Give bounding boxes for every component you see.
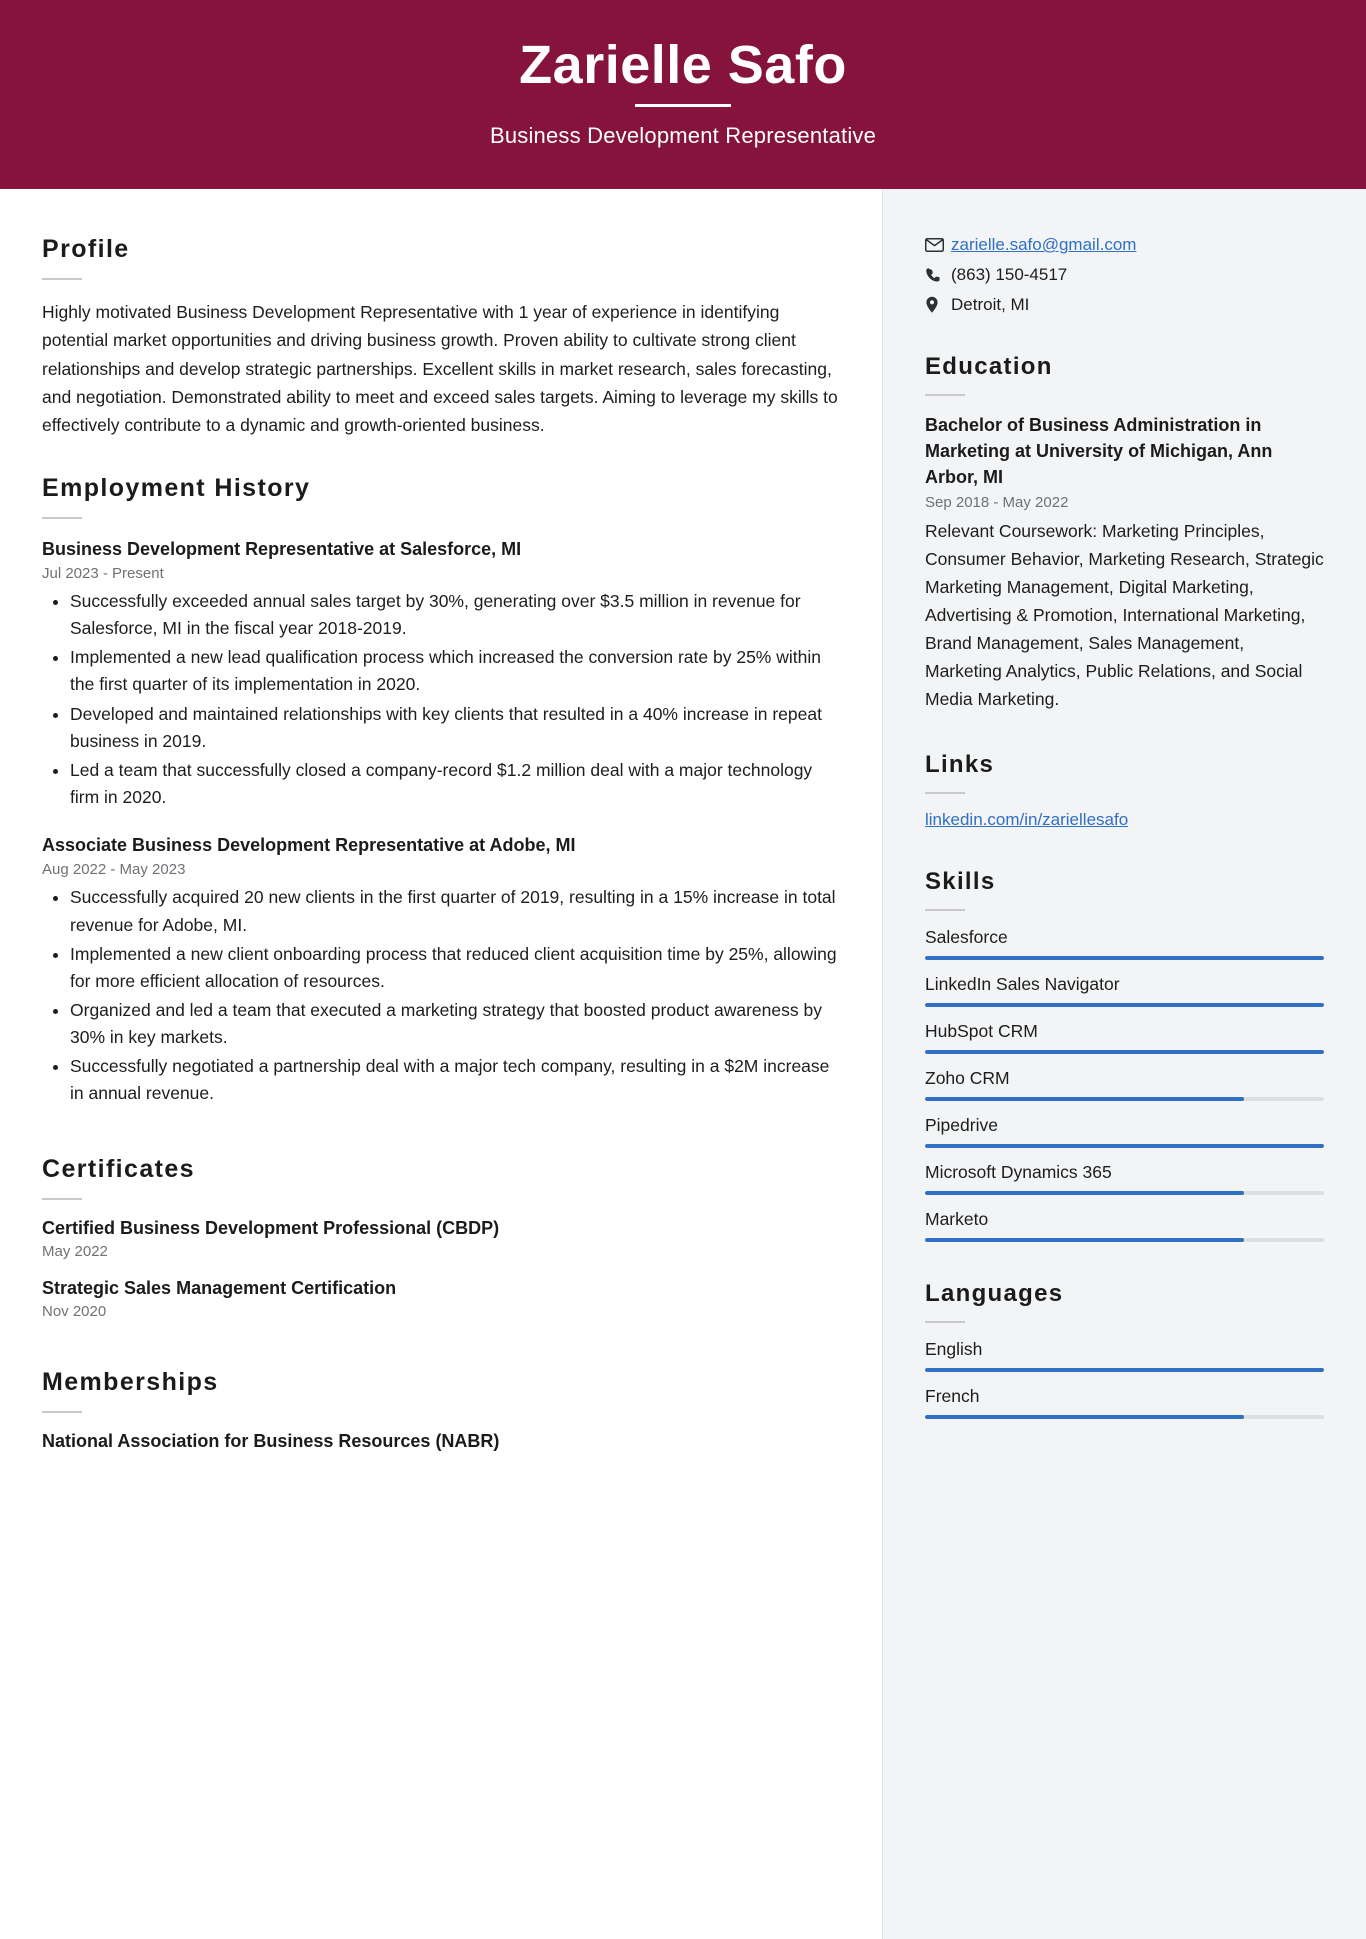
links-rule	[925, 792, 965, 794]
skill-bar-fill	[925, 1144, 1324, 1148]
section-links	[925, 751, 1324, 830]
skill-label: Zoho CRM	[925, 1068, 1010, 1089]
job-bullet: • Successfully exceeded annual sales target by 30%, generating over $3.5 million in revenue for Salesforce, MI in the fiscal year 2018-2019.	[70, 588, 840, 642]
section-education	[925, 353, 1324, 713]
memberships-heading: Memberships	[42, 1368, 219, 1397]
contact-phone-row	[925, 265, 1324, 285]
skill-item	[925, 1209, 1324, 1242]
skill-item	[925, 1115, 1324, 1148]
skill-label: LinkedIn Sales Navigator	[925, 974, 1120, 995]
job-bullet: • Led a team that successfully closed a company-record $1.2 million deal with a major technology firm in 2020.	[70, 757, 840, 811]
certificate-title: Certified Business Development Professional (CBDP)	[42, 1218, 500, 1239]
education-date: Sep 2018 - May 2022	[925, 494, 1069, 512]
language-bar-fill	[925, 1415, 1244, 1419]
linkedin-link[interactable]: linkedin.com/in/zariellesafo	[925, 810, 1129, 830]
language-bar-track	[925, 1368, 1324, 1372]
skill-bar-fill	[925, 1097, 1244, 1101]
job-entry	[42, 537, 840, 811]
skill-bar-track	[925, 1144, 1324, 1148]
phone-icon	[925, 267, 951, 284]
skill-item	[925, 1162, 1324, 1195]
skill-bar-track	[925, 1191, 1324, 1195]
job-bullet: • Organized and led a team that executed a marketing strategy that boosted product awareness by 30% in key markets.	[70, 997, 840, 1051]
job-bullet: • Developed and maintained relationships with key clients that resulted in a 40% increase in repeat business in 2019.	[70, 701, 840, 755]
skill-label: Marketo	[925, 1209, 989, 1230]
resume-header	[0, 0, 1366, 189]
job-title: Business Development Representative at Salesforce, MI	[42, 538, 522, 559]
job-title: Associate Business Development Representative at Adobe, MI	[42, 835, 576, 856]
profile-rule	[42, 278, 82, 280]
certificate-entry	[42, 1218, 840, 1260]
skill-bar-track	[925, 1097, 1324, 1101]
email-icon	[925, 238, 951, 252]
job-bullet: • Successfully negotiated a partnership deal with a major tech company, resulting in a $2M increase in annual revenue.	[70, 1053, 840, 1107]
skill-bar-fill	[925, 1238, 1244, 1242]
candidate-name: Zarielle Safo	[519, 35, 847, 95]
certificates-rule	[42, 1198, 82, 1200]
certificate-title: Strategic Sales Management Certification	[42, 1278, 397, 1299]
section-skills	[925, 868, 1324, 1242]
language-label: English	[925, 1339, 983, 1360]
language-bar-track	[925, 1415, 1324, 1419]
main-column	[0, 189, 882, 1939]
job-date: Aug 2022 - May 2023	[42, 861, 186, 879]
skill-item	[925, 974, 1324, 1007]
contact-location-row	[925, 295, 1324, 315]
skill-item	[925, 1068, 1324, 1101]
skill-bar-track	[925, 1003, 1324, 1007]
skill-item	[925, 1021, 1324, 1054]
contact-email-row[interactable]	[925, 235, 1324, 255]
job-bullet: • Implemented a new client onboarding process that reduced client acquisition time by 25%, allowing for more efficient allocation of resources.	[70, 941, 840, 995]
memberships-rule	[42, 1411, 82, 1413]
job-bullets	[42, 884, 840, 1107]
section-employment	[42, 474, 840, 1108]
languages-heading: Languages	[925, 1280, 1064, 1308]
skill-bar-track	[925, 956, 1324, 960]
language-bar-fill	[925, 1368, 1324, 1372]
employment-rule	[42, 517, 82, 519]
job-bullet: • Implemented a new lead qualification process which increased the conversion rate by 25% within the first quarter of its implementation in 2020.	[70, 644, 840, 698]
skill-bar-fill	[925, 1191, 1244, 1195]
skills-heading: Skills	[925, 868, 996, 896]
profile-text: Highly motivated Business Development Representative with 1 year of experience in identifying potential market opportunities and driving business growth. Proven ability to cultivate strong client relationships and develop strategic partnerships. Excellent skills in market research, sales forecasting, and negotiation. Demonstrated ability to meet and exceed sales targets. Aiming to leverage my skills to effectively contribute to a dynamic and growth-oriented business.	[42, 302, 838, 436]
certificate-date: Nov 2020	[42, 1303, 107, 1321]
certificate-entry	[42, 1278, 840, 1320]
name-underline	[635, 104, 731, 107]
sidebar-column	[882, 189, 1366, 1939]
skill-label: Salesforce	[925, 927, 1008, 948]
section-certificates	[42, 1155, 840, 1320]
job-bullet: • Successfully acquired 20 new clients in the first quarter of 2019, resulting in a 15% increase in total revenue for Adobe, MI.	[70, 884, 840, 938]
skill-bar-track	[925, 1050, 1324, 1054]
certificate-date: May 2022	[42, 1243, 108, 1261]
section-memberships	[42, 1368, 840, 1452]
membership-entry	[42, 1431, 840, 1452]
resume-body	[0, 189, 1366, 1939]
education-heading: Education	[925, 353, 1053, 381]
skill-bar-track	[925, 1238, 1324, 1242]
language-label: French	[925, 1386, 980, 1407]
education-title: Bachelor of Business Administration in Marketing at University of Michigan, Ann Arbor, MI	[925, 415, 1273, 488]
membership-title: National Association for Business Resources (NABR)	[42, 1431, 500, 1452]
location-pin-icon	[925, 296, 951, 314]
education-rule	[925, 394, 965, 396]
skill-item	[925, 927, 1324, 960]
education-description: Relevant Coursework: Marketing Principles, Consumer Behavior, Marketing Research, Strategic Marketing Management, Digital Marketing, Advertising & Promotion, International Marketing, Brand Management, Sales Management, Marketing Analytics, Public Relations, and Social Media Marketing.	[925, 521, 1324, 710]
links-heading: Links	[925, 751, 995, 779]
skill-bar-fill	[925, 956, 1324, 960]
skill-label: Microsoft Dynamics 365	[925, 1162, 1112, 1183]
employment-heading: Employment History	[42, 473, 311, 502]
skill-label: HubSpot CRM	[925, 1021, 1038, 1042]
location-text: Detroit, MI	[951, 295, 1030, 315]
language-item	[925, 1339, 1324, 1372]
section-languages	[925, 1280, 1324, 1419]
contact-block	[925, 235, 1324, 315]
job-date: Jul 2023 - Present	[42, 565, 164, 583]
phone-text: (863) 150-4517	[951, 265, 1068, 285]
skill-bar-fill	[925, 1003, 1324, 1007]
skills-rule	[925, 909, 965, 911]
job-bullets	[42, 588, 840, 811]
language-item	[925, 1386, 1324, 1419]
section-profile	[42, 235, 840, 440]
certificates-heading: Certificates	[42, 1155, 195, 1184]
skill-bar-fill	[925, 1050, 1324, 1054]
skill-label: Pipedrive	[925, 1115, 998, 1136]
profile-heading: Profile	[42, 235, 130, 264]
languages-rule	[925, 1321, 965, 1323]
job-entry	[42, 833, 840, 1107]
candidate-job-title: Business Development Representative	[489, 123, 877, 149]
email-link[interactable]: zarielle.safo@gmail.com	[951, 235, 1137, 255]
